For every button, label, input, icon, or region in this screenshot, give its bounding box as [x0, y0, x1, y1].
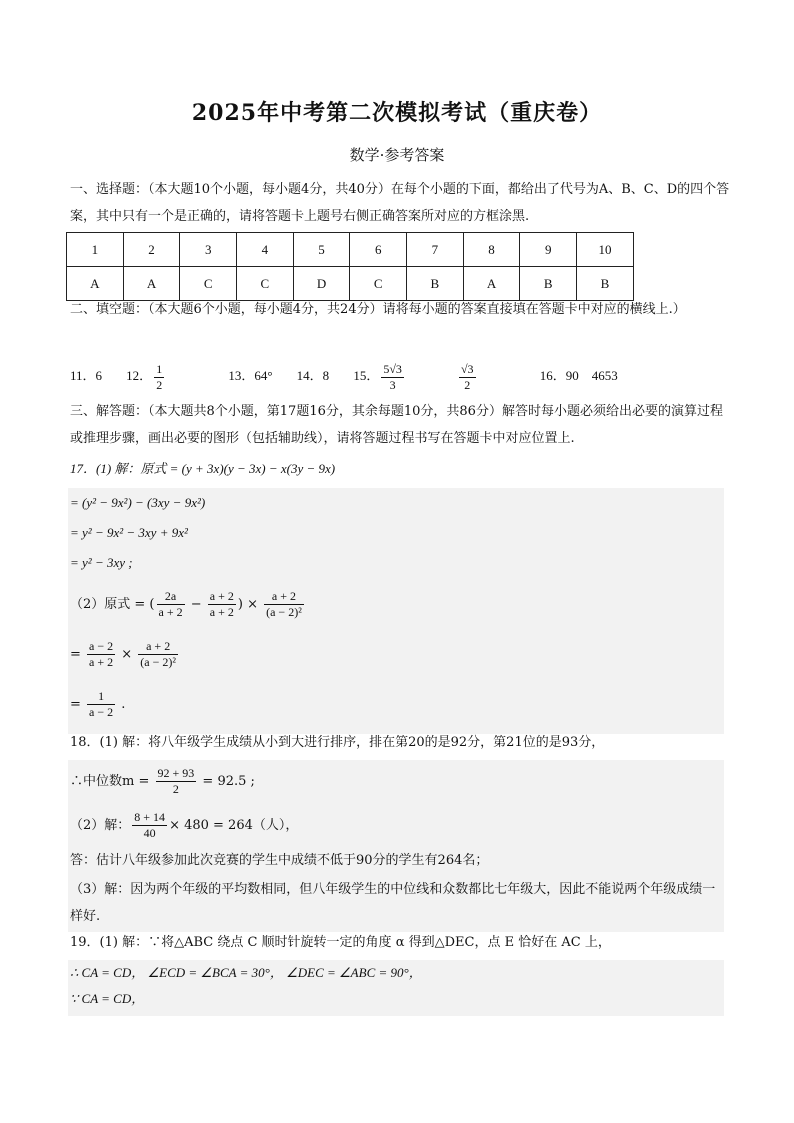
- section3-heading: 三、解答题：（本大题共8个小题，第17题16分，其余每题10分，共86分）解答时每小题必须给出必要的演算过程或推理步骤，画出必要的图形（包括辅助线），请将答题过程书写在答题卡中对应位置上.: [70, 404, 723, 446]
- q17-line7: = $\frac{1}{a - 2}$ .: [70, 689, 126, 719]
- choice-answer-table: [66, 232, 634, 301]
- q18-line3: （2）解： $\frac{8 + 14}{40}$ × 480 = 264（人），: [70, 810, 299, 840]
- q19-line1: 19．(1) 解：∵将△ABC 绕点 C 顺时针旋转一定的角度 α 得到△DEC，点 E 恰好在 AC 上，: [70, 935, 611, 950]
- q19-line2: ∴ CA = CD， ∠ECD = ∠BCA = 30°， ∠DEC = ∠ABC = 90°，: [70, 965, 422, 980]
- answer-cell: A: [67, 267, 124, 301]
- question-number-cell: 9: [520, 233, 577, 267]
- q17-line5: （2）原式 = ( $\frac{2a}{a + 2}$ − $\frac{a + 2}{a + 2}$ ) × $\frac{a + 2}{\text{(a − 2)²}}$: [70, 589, 302, 619]
- answer-cell: C: [180, 267, 237, 301]
- section1-heading: 一、选择题：（本大题10个小题，每小题4分，共40分）在每个小题的下面，都给出了代号为A、B、C、D的四个答案，其中只有一个是正确的，请将答题卡上题号右侧正确答案所对应的方框涂黑.: [70, 182, 730, 224]
- answer-cell: A: [463, 267, 520, 301]
- answer-16: 16．90 4653: [539, 368, 618, 383]
- question-number-cell: 8: [463, 233, 520, 267]
- q18-line2: ∴中位数m = $\frac{92 + 93}{2}$ = 92.5 ;: [70, 766, 255, 796]
- question-number-cell: 2: [123, 233, 180, 267]
- answer-cell: D: [293, 267, 350, 301]
- question-number-cell: 10: [577, 233, 634, 267]
- answer-cell: C: [237, 267, 294, 301]
- answer-cell: C: [350, 267, 407, 301]
- page-subtitle: 数学·参考答案: [349, 146, 445, 164]
- question-number-cell: 6: [350, 233, 407, 267]
- q17-line2: = (y² − 9x²) − (3xy − 9x²): [70, 495, 206, 510]
- q17-line6: = $\frac{a - 2}{a + 2}$ × $\frac{a + 2}{\text{(a − 2)²}}$: [70, 639, 176, 669]
- answer-12: 12． $\frac{1}{2}$: [126, 361, 163, 392]
- answer-cell: A: [123, 267, 180, 301]
- answer-15: 15． $\frac{5√3}{3}$ $\frac{√3}{2}$: [353, 361, 474, 392]
- answer-11: 11．6: [70, 368, 103, 383]
- page-title: 2025年中考第二次模拟考试（重庆卷）: [191, 100, 603, 126]
- question-number-cell: 1: [67, 233, 124, 267]
- question-number-row: [67, 233, 634, 267]
- fill-in-answers: [70, 360, 638, 392]
- q17-line1: 17．(1) 解：原式 = (y + 3x)(y − 3x) − x(3y − 9x): [70, 461, 336, 476]
- q17-line3: = y² − 9x² − 3xy + 9x²: [70, 525, 188, 540]
- answer-cell: B: [520, 267, 577, 301]
- q19-line3: ∵ CA = CD，: [70, 991, 145, 1006]
- question-number-cell: 7: [407, 233, 464, 267]
- q18-line1: 18．(1) 解：将八年级学生成绩从小到大进行排序，排在第20的是92分，第21位的是93分，: [70, 735, 605, 750]
- q18-line4: 答：估计八年级参加此次竞赛的学生中成绩不低于90分的学生有264名；: [70, 853, 489, 868]
- answer-cell: B: [577, 267, 634, 301]
- q17-line4: = y² − 3xy ;: [70, 555, 133, 570]
- q18-line5: （3）解：因为两个年级的平均数相同，但八年级学生的中位线和众数都比七年级大，因此不能说两个年级成绩一样好.: [70, 882, 716, 924]
- answer-cell: B: [407, 267, 464, 301]
- question-number-cell: 3: [180, 233, 237, 267]
- answer-13: 13．64°: [228, 368, 273, 383]
- question-number-cell: 4: [237, 233, 294, 267]
- question-number-cell: 5: [293, 233, 350, 267]
- section2-heading: 二、填空题：（本大题6个小题，每小题4分，共24分）请将每小题的答案直接填在答题卡中对应的横线上.）: [70, 302, 686, 317]
- answer-14: 14．8: [296, 368, 330, 383]
